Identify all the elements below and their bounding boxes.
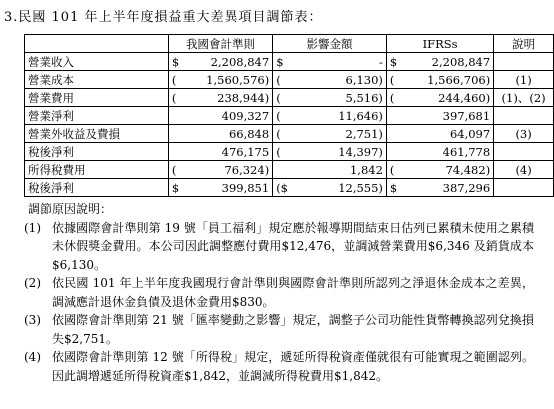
value-prefix: $	[171, 54, 180, 69]
header-impact: 影響金額	[273, 35, 387, 53]
item-text: 所得稅費用	[28, 162, 86, 177]
row-item-label	[25, 71, 169, 89]
table-row	[25, 125, 554, 143]
header-note: 說明	[494, 35, 554, 53]
item-text: 營業成本	[28, 72, 74, 87]
value-prefix	[390, 109, 398, 123]
c2-value	[273, 89, 387, 107]
value-prefix	[172, 109, 180, 123]
value-amount: 1,560,576)	[206, 72, 270, 87]
note-ref-text: (3)	[515, 126, 532, 141]
value-amount: 1,566,706)	[427, 72, 491, 87]
c1-value	[168, 71, 272, 89]
c2-value	[273, 125, 387, 143]
row-note-ref	[494, 53, 554, 71]
c1-value	[168, 161, 272, 179]
value-prefix: $	[276, 54, 284, 69]
c3-value	[386, 107, 493, 125]
c2-value	[273, 53, 387, 71]
row-note-ref	[494, 107, 554, 125]
table-row	[25, 107, 554, 125]
c2-value	[273, 161, 387, 179]
row-item-label	[25, 161, 169, 179]
value-amount: 64,097	[449, 126, 491, 141]
row-note-ref	[494, 161, 554, 179]
value-amount: 244,460)	[438, 90, 491, 105]
table-row	[25, 71, 554, 89]
value-amount: 2,208,847	[210, 54, 270, 69]
note-item	[24, 219, 534, 275]
value-amount: 2,751)	[345, 126, 383, 141]
value-amount: 387,296	[442, 180, 491, 195]
value-amount: 2,208,847	[431, 54, 491, 69]
row-item-label	[25, 179, 169, 197]
notes-heading: 調節原因說明：	[28, 202, 113, 216]
note-item	[24, 274, 534, 311]
c1-value	[168, 143, 272, 161]
c3-value	[386, 143, 493, 161]
row-item-label	[25, 107, 169, 125]
value-prefix	[390, 127, 398, 141]
item-text: 營業淨利	[28, 108, 74, 123]
row-item-label	[25, 125, 169, 143]
c3-value	[386, 71, 493, 89]
value-prefix: ($	[276, 180, 288, 195]
c3-value	[386, 179, 493, 197]
row-note-ref	[494, 179, 554, 197]
c3-value	[386, 125, 493, 143]
value-amount: 476,175	[221, 144, 270, 159]
value-prefix: (	[389, 72, 395, 87]
note-text: 依據國際會計準則第 19 號「員工福利」規定應於報導期間結束日估列已累積未使用之累積未休假獎金費用。本公司因此調整應付費用$12,476，並調減營業費用$6,346 及銷貨成本$6,130。	[52, 220, 534, 272]
row-note-ref	[494, 71, 554, 89]
note-tag: (1)	[24, 220, 41, 235]
value-amount: 1,842	[349, 162, 383, 177]
header-roc-gaap: 我國會計準則	[168, 35, 272, 53]
c3-value	[386, 89, 493, 107]
value-prefix: $	[171, 180, 180, 195]
c2-value	[273, 71, 387, 89]
value-amount: 76,324)	[224, 162, 270, 177]
note-ref-text: (4)	[515, 162, 532, 177]
row-item-label	[25, 89, 169, 107]
c2-value	[273, 143, 387, 161]
value-prefix: (	[389, 162, 395, 177]
row-note-ref	[494, 125, 554, 143]
note-tag: (4)	[24, 350, 41, 364]
value-amount: 397,681	[442, 108, 491, 123]
value-prefix: (	[276, 126, 281, 141]
value-amount: -	[379, 54, 383, 69]
table-row	[25, 161, 554, 179]
row-note-ref	[494, 89, 554, 107]
table-row	[25, 89, 554, 107]
row-item-label	[25, 53, 169, 71]
value-amount: 11,646)	[338, 108, 383, 123]
value-amount: 12,555)	[338, 180, 383, 195]
value-amount: 66,848	[228, 126, 270, 141]
table-row	[25, 143, 554, 161]
row-note-ref	[494, 143, 554, 161]
value-prefix: (	[276, 72, 281, 87]
value-amount: 399,851	[221, 180, 270, 195]
value-amount: 461,778	[442, 144, 491, 159]
note-text: 依國際會計準則第 12 號「所得稅」規定，遞延所得稅資產僅就很有可能實現之範圍認列。因此調增遞延所得稅資產$1,842，並調減所得稅費用$1,842。	[52, 350, 534, 383]
value-prefix: (	[171, 72, 177, 87]
c3-value	[386, 161, 493, 179]
c1-value	[168, 125, 272, 143]
value-prefix: (	[171, 90, 177, 105]
note-text: 依民國 101 年上半年度我國現行會計準則與國際會計準則所認列之淨退休金成本之差異，調減應計退休金負債及退休金費用$830。	[52, 276, 534, 309]
reconciliation-table	[24, 34, 554, 197]
note-ref-text: (1)	[515, 72, 532, 87]
c1-value	[168, 53, 272, 71]
value-amount: 5,516)	[345, 90, 383, 105]
value-prefix: $	[389, 180, 398, 195]
note-tag: (3)	[24, 313, 41, 327]
table-header-row	[25, 35, 554, 53]
table-row	[25, 179, 554, 197]
header-item	[25, 35, 169, 53]
value-prefix: (	[276, 108, 281, 123]
note-item	[24, 311, 534, 348]
value-prefix	[172, 127, 180, 141]
value-amount: 74,482)	[445, 162, 491, 177]
c3-value	[386, 53, 493, 71]
note-item	[24, 348, 534, 385]
section-title: 3.民國 101 年上半年度損益重大差異項目調節表：	[4, 10, 323, 25]
c2-value	[273, 107, 387, 125]
value-prefix: (	[276, 144, 281, 159]
value-prefix	[172, 145, 180, 159]
item-text: 稅後淨利	[28, 180, 74, 195]
header-ifrs: IFRSs	[386, 35, 493, 53]
c1-value	[168, 107, 272, 125]
value-amount: 14,397)	[338, 144, 383, 159]
note-tag: (2)	[24, 276, 41, 290]
c1-value	[168, 89, 272, 107]
value-prefix: (	[171, 162, 177, 177]
value-prefix	[276, 163, 284, 177]
value-amount: 409,327	[221, 108, 270, 123]
value-prefix: (	[276, 90, 281, 105]
c1-value	[168, 179, 272, 197]
item-text: 營業收入	[28, 54, 74, 69]
item-text: 稅後淨利	[28, 144, 74, 159]
value-prefix: $	[389, 54, 398, 69]
note-text: 依國際會計準則第 21 號「匯率變動之影響」規定，調整子公司功能性貨幣轉換認列兌換損失$2,751。	[52, 313, 534, 346]
row-item-label	[25, 143, 169, 161]
value-amount: 6,130)	[345, 72, 383, 87]
value-prefix	[390, 145, 398, 159]
item-text: 營業費用	[28, 90, 74, 105]
notes-section	[24, 200, 534, 385]
value-prefix: (	[389, 90, 395, 105]
value-amount: 238,944)	[217, 90, 270, 105]
note-ref-text: (1)、(2)	[501, 90, 546, 105]
table-row	[25, 53, 554, 71]
c2-value	[273, 179, 387, 197]
item-text: 營業外收益及費損	[28, 126, 120, 141]
